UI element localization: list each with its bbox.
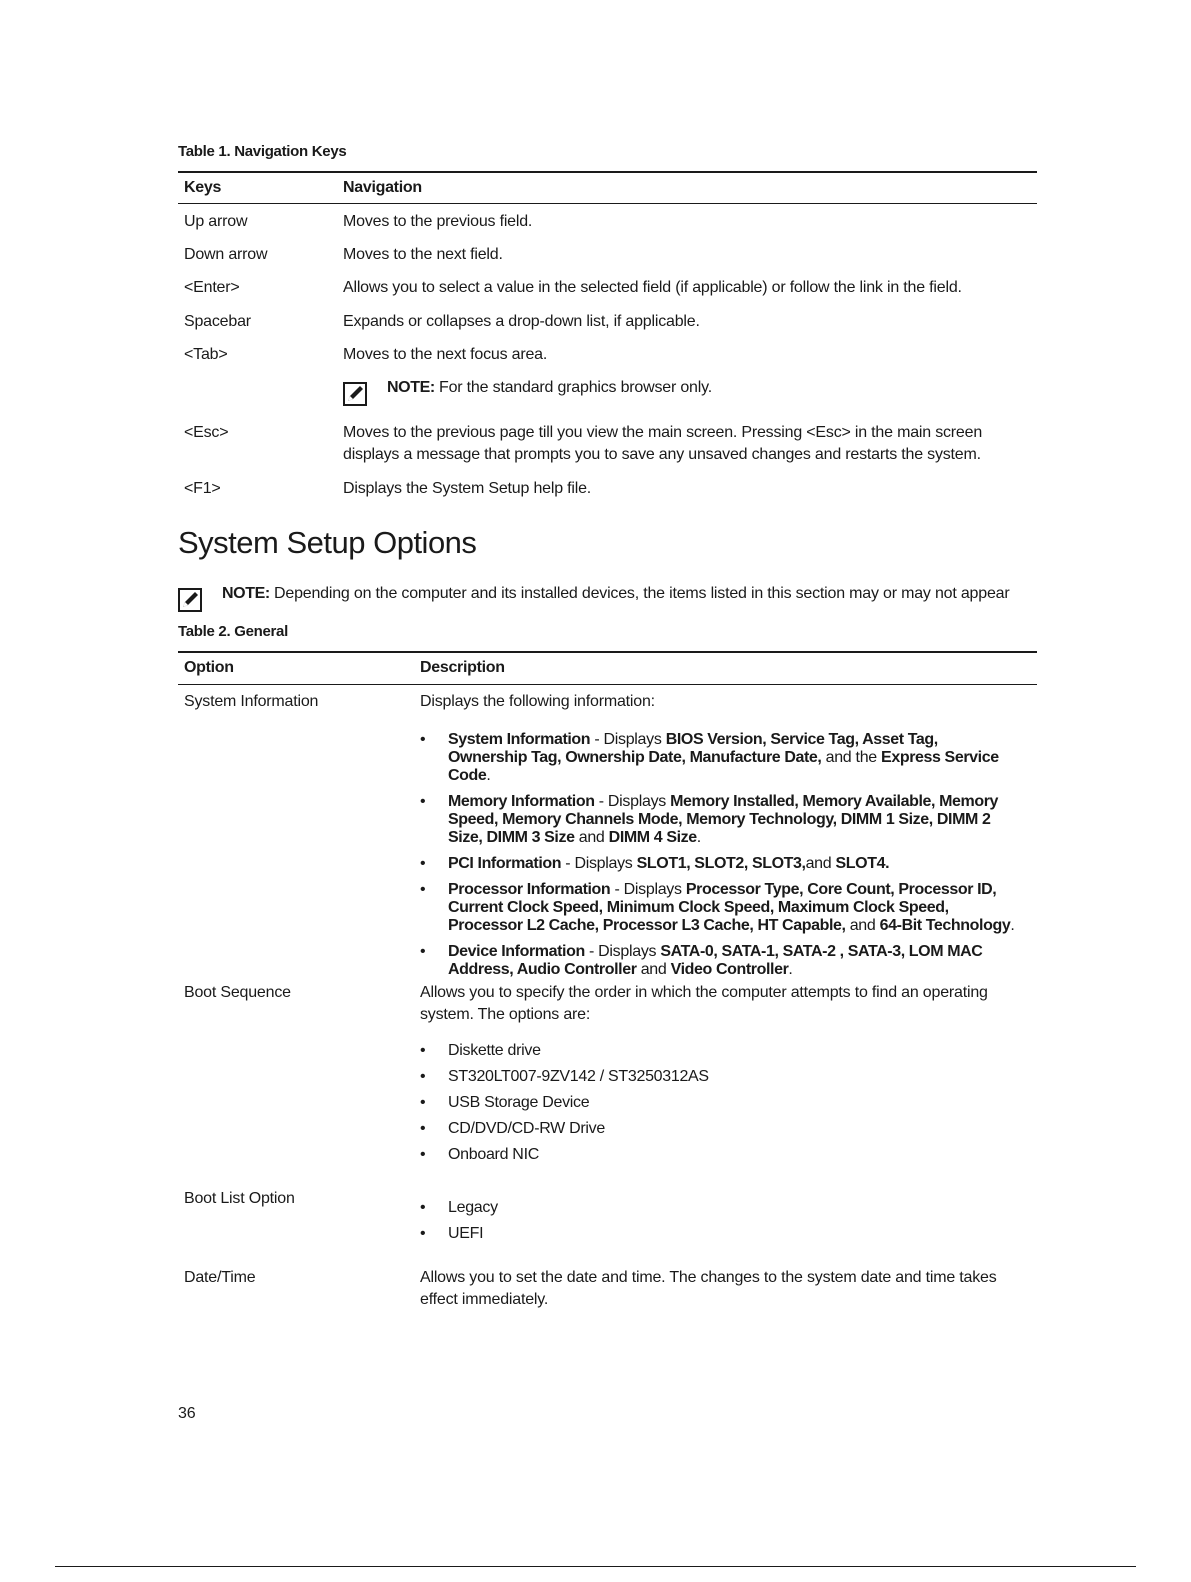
section-note: [222, 583, 1009, 605]
table1-key: <Enter>: [184, 279, 240, 296]
note-pencil-icon: [178, 588, 202, 612]
item-text: .: [696, 829, 701, 846]
list-item: [420, 1064, 1020, 1090]
table1-header-keys: Keys: [184, 179, 222, 196]
table2-header-description: Description: [420, 659, 505, 676]
item-text: and: [574, 829, 609, 846]
note-text: For the standard graphics browser only.: [439, 379, 712, 396]
bullet: •: [420, 881, 426, 898]
table1-header-navigation: Navigation: [343, 179, 422, 196]
date-time-description: Allows you to set the date and time. The changes to the system date and time takes effect immediately.: [420, 1269, 997, 1308]
item-text: UEFI: [448, 1225, 484, 1242]
note-pencil-icon: [343, 382, 367, 406]
table1-key: <Tab>: [184, 346, 228, 363]
item-fields: Memory Installed, Memory Available, Memory Speed, Memory Channels Mode, Memory Technology, DIMM 1 Size, DIMM 2 Size, DIMM 3 Size: [448, 793, 999, 846]
item-fields: BIOS Version, Service Tag, Asset Tag, Ownership Tag, Ownership Date, Manufacture Date,: [448, 731, 938, 766]
bullet: •: [420, 1068, 426, 1085]
item-text: - Displays: [594, 793, 671, 810]
list-item: [420, 731, 1020, 785]
item-text: - Displays: [561, 855, 637, 872]
item-text: .: [788, 961, 793, 978]
table2-header-rule: [178, 684, 1037, 685]
footer-rule: [55, 1566, 1136, 1567]
item-text: and: [636, 961, 671, 978]
item-text: - Displays: [610, 881, 686, 898]
boot-list-options: [420, 1195, 1020, 1247]
item-fields: SLOT4.: [835, 855, 890, 872]
item-title: Processor Information: [448, 881, 611, 898]
option-date-time: Date/Time: [184, 1269, 256, 1286]
bullet: •: [420, 1146, 426, 1163]
list-item: [420, 1195, 1020, 1221]
system-information-list: [420, 731, 1020, 979]
bullet: •: [420, 1225, 426, 1242]
bullet: •: [420, 855, 426, 872]
list-item: [420, 1090, 1020, 1116]
item-text: ST320LT007-9ZV142 / ST3250312AS: [448, 1068, 709, 1085]
bullet: •: [420, 1042, 426, 1059]
table1-header-rule: [178, 203, 1037, 204]
table1-nav: Moves to the next focus area.: [343, 346, 548, 363]
table1-key: Up arrow: [184, 213, 248, 230]
bullet: •: [420, 943, 426, 960]
list-item: [420, 1116, 1020, 1142]
bullet: •: [420, 793, 426, 810]
bullet: •: [420, 731, 426, 748]
bullet: •: [420, 1120, 426, 1137]
item-fields: Video Controller: [670, 961, 789, 978]
table2-top-rule: [178, 651, 1037, 653]
option-system-information: System Information: [184, 693, 319, 710]
item-title: Memory Information: [448, 793, 595, 810]
list-item: [420, 1142, 1020, 1168]
table1-key: Down arrow: [184, 246, 268, 263]
table1-tab-note: [387, 377, 712, 399]
list-item: [420, 855, 1020, 873]
item-text: Diskette drive: [448, 1042, 541, 1059]
table1-caption: Table 1. Navigation Keys: [178, 143, 347, 160]
item-fields: 64-Bit Technology: [879, 917, 1011, 934]
note-label: NOTE:: [222, 585, 270, 602]
bullet: •: [420, 1199, 426, 1216]
item-text: .: [486, 767, 491, 784]
system-information-intro: Displays the following information:: [420, 693, 655, 710]
table1-nav: Moves to the previous field.: [343, 213, 533, 230]
table1-nav: Allows you to select a value in the selected field (if applicable) or follow the link in the field.: [343, 279, 962, 296]
item-text: - Displays: [584, 943, 661, 960]
note-label: NOTE:: [387, 379, 435, 396]
option-boot-sequence: Boot Sequence: [184, 984, 291, 1001]
item-fields: DIMM 4 Size: [608, 829, 697, 846]
item-title: PCI Information: [448, 855, 562, 872]
table1-key: <Esc>: [184, 424, 229, 441]
item-text: Legacy: [448, 1199, 498, 1216]
item-fields: Express Service Code: [448, 749, 999, 784]
list-item: [420, 943, 1020, 979]
bullet: •: [420, 1094, 426, 1111]
table1-top-rule: [178, 171, 1037, 173]
item-title: Device Information: [448, 943, 585, 960]
list-item: [420, 1038, 1020, 1064]
note-text: Depending on the computer and its installed devices, the items listed in this section may or may not appear: [274, 585, 1010, 602]
list-item: [420, 881, 1020, 935]
item-text: - Displays: [590, 731, 666, 748]
list-item: [420, 1221, 1020, 1247]
item-title: System Information: [448, 731, 591, 748]
table1-key: Spacebar: [184, 313, 251, 330]
table1-nav: Moves to the previous page till you view the main screen. Pressing <Esc> in the main screen displays a message that prompts you to save any unsaved changes and restarts the system.: [343, 424, 983, 463]
list-item: [420, 793, 1020, 847]
table1-nav: Moves to the next field.: [343, 246, 503, 263]
item-fields: SATA-0, SATA-1, SATA-2 , SATA-3, LOM MAC Address, Audio Controller: [448, 943, 983, 978]
item-text: CD/DVD/CD-RW Drive: [448, 1120, 605, 1137]
table1-key: <F1>: [184, 480, 221, 497]
table1-nav: Displays the System Setup help file.: [343, 480, 592, 497]
table1-nav: Expands or collapses a drop-down list, if applicable.: [343, 313, 700, 330]
page-number: 36: [178, 1405, 196, 1422]
item-text: Onboard NIC: [448, 1146, 539, 1163]
boot-sequence-description: Allows you to specify the order in which the computer attempts to find an operating system. The options are:: [420, 984, 988, 1023]
boot-sequence-list: [420, 1038, 1020, 1168]
table2-header-option: Option: [184, 659, 234, 676]
item-text: and: [805, 855, 836, 872]
section-heading: System Setup Options: [178, 525, 477, 560]
item-text: and: [845, 917, 880, 934]
table2-caption: Table 2. General: [178, 623, 288, 640]
item-text: and the: [821, 749, 882, 766]
item-text: .: [1010, 917, 1015, 934]
item-text: USB Storage Device: [448, 1094, 590, 1111]
item-fields: SLOT1, SLOT2, SLOT3,: [636, 855, 806, 872]
option-boot-list: Boot List Option: [184, 1190, 295, 1207]
item-fields: Processor Type, Core Count, Processor ID, Current Clock Speed, Minimum Clock Speed, Maximum Clock Speed, Processor L2 Cache, Processor L3 Cache, HT Capable,: [448, 881, 997, 934]
